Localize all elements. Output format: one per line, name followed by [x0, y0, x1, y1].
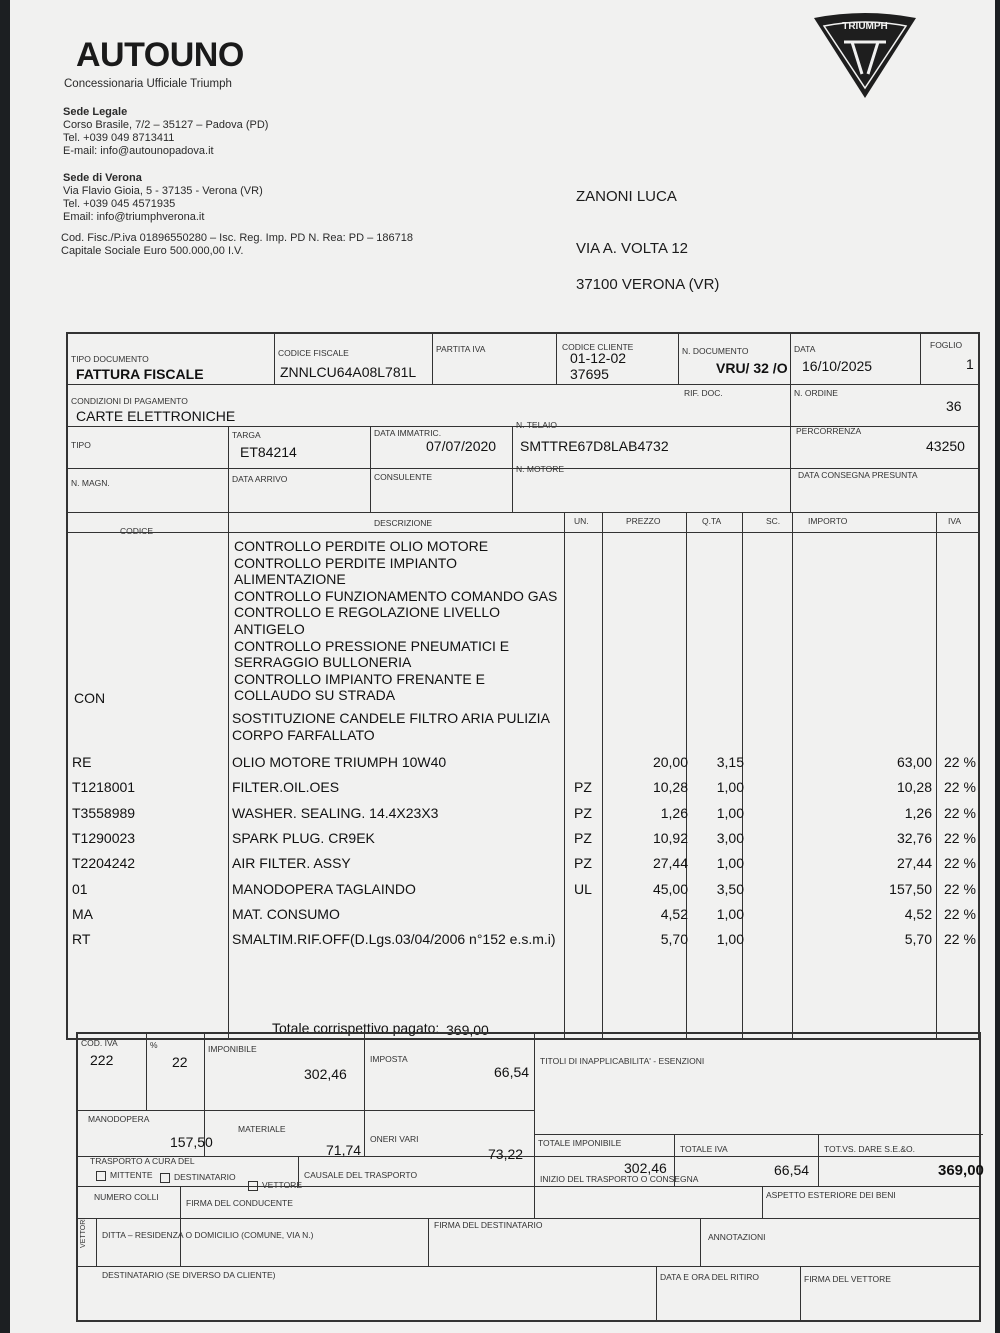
invoice-table — [66, 332, 980, 1040]
cell-iva: 22 % — [944, 931, 976, 948]
n-telaio-label: N. TELAIO — [516, 420, 557, 430]
consulente-label: CONSULENTE — [374, 472, 433, 482]
ditta-label: DITTA – RESIDENZA O DOMICILIO (COMUNE, VIA N.) — [102, 1230, 314, 1240]
tot-dare: 369,00 — [938, 1162, 984, 1179]
col-importo: IMPORTO — [808, 516, 848, 526]
destinatario-option: DESTINATARIO — [160, 1172, 236, 1183]
cell-qta: 1,00 — [716, 931, 744, 948]
table-row — [68, 881, 978, 901]
rif-doc-label: RIF. DOC. — [684, 388, 723, 398]
destinatario-checkbox[interactable] — [160, 1173, 170, 1183]
cell-codice: T1218001 — [72, 779, 136, 796]
col-un: UN. — [574, 516, 589, 526]
cell-prezzo: 45,00 — [652, 880, 688, 897]
cell-iva: 22 % — [944, 804, 976, 821]
table-row — [68, 931, 978, 951]
data: 16/10/2025 — [802, 358, 873, 374]
customer-city: 37100 VERONA (VR) — [576, 276, 720, 293]
cell-importo: 10,28 — [896, 779, 932, 796]
imposta: 66,54 — [494, 1064, 530, 1080]
manodopera-label: MANODOPERA — [88, 1114, 150, 1124]
con-description-line: CONTROLLO IMPIANTO FRENANTE E — [234, 670, 485, 687]
cell-descrizione: MANODOPERA TAGLAINDO — [232, 880, 416, 897]
codice-fiscale-label: CODICE FISCALE — [278, 348, 349, 358]
percorrenza-label: PERCORRENZA — [796, 426, 862, 436]
mittente-checkbox[interactable] — [96, 1171, 106, 1181]
company-subtitle: Concessionaria Ufficiale Triumph — [64, 78, 232, 90]
cell-iva: 22 % — [944, 855, 976, 872]
data-ritiro-label: DATA E ORA DEL RITIRO — [660, 1272, 760, 1282]
cell-codice: 01 — [72, 880, 88, 897]
cell-qta: 3,50 — [716, 880, 744, 897]
cell-iva: 22 % — [944, 779, 976, 796]
con-description-line: ALIMENTAZIONE — [234, 571, 346, 588]
vettore-checkbox[interactable] — [248, 1181, 258, 1191]
cell-qta: 1,00 — [716, 779, 744, 796]
col-sc: SC. — [766, 516, 781, 526]
vettori-label: VETTORI — [80, 1217, 87, 1248]
partita-iva-label: PARTITA IVA — [436, 344, 486, 354]
cell-iva: 22 % — [944, 880, 976, 897]
titoli-label: TITOLI DI INAPPLICABILITA' - ESENZIONI — [540, 1056, 705, 1066]
cell-importo: 5,70 — [904, 931, 932, 948]
cell-un: PZ — [574, 779, 592, 796]
svg-text:TRIUMPH: TRIUMPH — [842, 21, 888, 32]
n-motore-label: N. MOTORE — [516, 464, 565, 474]
con-description-line: CONTROLLO FUNZIONAMENTO COMANDO GAS — [234, 587, 558, 604]
legal-tel: Tel. +039 049 8713411 — [63, 132, 175, 144]
targa-label: TARGA — [232, 430, 261, 440]
cell-qta: 3,15 — [716, 754, 744, 770]
customer-name: ZANONI LUCA — [576, 188, 677, 205]
con-description-line: COLLAUDO SU STRADA — [234, 687, 396, 704]
aspetto-label: ASPETTO ESTERIORE DEI BENI — [766, 1190, 896, 1200]
mittente-option: MITTENTE — [96, 1170, 153, 1181]
table-row — [68, 906, 978, 926]
triumph-logo — [810, 12, 920, 100]
oneri-label: ONERI VARI — [370, 1134, 419, 1144]
tot-dare-label: TOT.VS. DARE S.E.&O. — [824, 1144, 916, 1154]
numero-colli-label: NUMERO COLLI — [94, 1192, 159, 1202]
con-description-line: CONTROLLO PERDITE IMPIANTO — [234, 554, 457, 571]
company-logo: AUTOUNO — [76, 36, 244, 74]
summary-block — [76, 1032, 984, 1322]
cell-prezzo: 10,92 — [652, 829, 688, 846]
cell-importo: 157,50 — [889, 880, 932, 897]
codice-fiscale: ZNNLCU64A08L781L — [280, 364, 417, 380]
con-description-line: CONTROLLO PRESSIONE PNEUMATICI E — [234, 637, 510, 654]
targa: ET84214 — [240, 444, 297, 460]
cell-un: UL — [574, 880, 592, 897]
verona-title: Sede di Verona — [63, 172, 142, 184]
condizioni-label: CONDIZIONI DI PAGAMENTO — [71, 396, 188, 406]
cell-descrizione: SPARK PLUG. CR9EK — [232, 829, 375, 846]
cell-importo: 27,44 — [896, 855, 932, 872]
cell-descrizione: WASHER. SEALING. 14.4X23X3 — [232, 804, 439, 821]
con-description-line: CONTROLLO E REGOLAZIONE LIVELLO — [234, 604, 501, 621]
cell-prezzo: 1,26 — [660, 804, 688, 821]
con-description-line: ANTIGELO — [234, 621, 305, 637]
foglio-label: FOGLIO — [930, 340, 963, 350]
table-row — [68, 855, 978, 875]
cell-un: PZ — [574, 855, 592, 872]
legal-address: Corso Brasile, 7/2 – 35127 – Padova (PD) — [63, 119, 269, 131]
codice-cliente-2: 37695 — [570, 366, 609, 382]
materiale-label: MATERIALE — [238, 1124, 286, 1134]
cell-qta: 1,00 — [716, 855, 744, 872]
cell-codice: RE — [72, 754, 92, 770]
perc: 22 — [172, 1054, 188, 1070]
foglio: 1 — [966, 356, 974, 372]
materiale: 71,74 — [326, 1142, 362, 1158]
cod-iva-label: COD. IVA — [81, 1038, 118, 1048]
cell-qta: 1,00 — [716, 804, 744, 821]
cell-iva: 22 % — [944, 754, 976, 770]
data-immatric: 07/07/2020 — [426, 438, 497, 454]
inizio-label: INIZIO DEL TRASPORTO O CONSEGNA — [540, 1174, 699, 1184]
cell-importo: 1,26 — [904, 804, 932, 821]
verona-tel: Tel. +039 045 4571935 — [63, 198, 176, 210]
n-telaio: SMTTRE67D8LAB4732 — [520, 438, 669, 454]
cell-un: PZ — [574, 829, 592, 846]
cell-prezzo: 27,44 — [652, 855, 688, 872]
cell-codice: T3558989 — [72, 804, 136, 821]
cell-iva: 22 % — [944, 829, 976, 846]
con-code: CON — [74, 690, 106, 706]
customer-street: VIA A. VOLTA 12 — [576, 240, 689, 257]
totale-imponibile-label: TOTALE IMPONIBILE — [538, 1138, 622, 1148]
cell-codice: T1290023 — [72, 829, 136, 846]
totale-corrispettivo: 369,00 — [446, 1022, 489, 1038]
data-immatric-label: DATA IMMATRIC. — [374, 428, 442, 438]
totale-iva: 66,54 — [774, 1162, 810, 1178]
extra-description-line: CORPO FARFALLATO — [232, 726, 375, 743]
cod-iva: 222 — [90, 1052, 114, 1068]
cell-importo: 63,00 — [896, 754, 932, 770]
tipo-documento-label: TIPO DOCUMENTO — [71, 354, 149, 364]
n-ordine: 36 — [946, 398, 962, 414]
cell-un: PZ — [574, 804, 592, 821]
cell-descrizione: SMALTIM.RIF.OFF(D.Lgs.03/04/2006 n°152 e.s.m.i) — [232, 931, 556, 948]
cell-prezzo: 20,00 — [652, 754, 688, 770]
cell-importo: 4,52 — [904, 905, 932, 922]
table-row — [68, 805, 978, 825]
causale-label: CAUSALE DEL TRASPORTO — [304, 1170, 418, 1180]
cell-importo: 32,76 — [896, 829, 932, 846]
firma-conducente-label: FIRMA DEL CONDUCENTE — [186, 1198, 293, 1208]
codice-cliente-1: 01-12-02 — [570, 350, 627, 366]
table-row — [68, 779, 978, 799]
table-row — [68, 830, 978, 850]
cell-qta: 3,00 — [716, 829, 744, 846]
annotazioni-label: ANNOTAZIONI — [708, 1232, 766, 1242]
cell-prezzo: 4,52 — [660, 905, 688, 922]
totale-imponibile: 302,46 — [624, 1160, 667, 1176]
tipo-label: TIPO — [71, 440, 91, 450]
manodopera: 157,50 — [170, 1134, 213, 1150]
n-documento: VRU/ 32 /O — [716, 360, 788, 376]
trasporto-label: TRASPORTO A CURA DEL — [90, 1156, 195, 1166]
totale-corrispettivo-label: Totale corrispettivo pagato: — [272, 1020, 440, 1036]
cell-descrizione: MAT. CONSUMO — [232, 905, 340, 922]
cell-codice: T2204242 — [72, 855, 136, 872]
n-ordine-label: N. ORDINE — [794, 388, 838, 398]
data-label: DATA — [794, 344, 816, 354]
n-documento-label: N. DOCUMENTO — [682, 346, 749, 356]
con-description-line: SERRAGGIO BULLONERIA — [234, 654, 412, 671]
data-consegna-label: DATA CONSEGNA PRESUNTA — [798, 470, 918, 480]
legal-email: E-mail: info@autounopadova.it — [63, 145, 214, 157]
codice-cliente-label: CODICE CLIENTE — [562, 342, 634, 352]
imposta-label: IMPOSTA — [370, 1054, 408, 1064]
cell-descrizione: AIR FILTER. ASSY — [232, 855, 351, 872]
col-prezzo: PREZZO — [626, 516, 661, 526]
oneri: 73,22 — [488, 1146, 524, 1162]
data-arrivo-label: DATA ARRIVO — [232, 474, 288, 484]
cell-prezzo: 5,70 — [660, 931, 688, 948]
legal-title: Sede Legale — [63, 106, 128, 118]
totale-iva-label: TOTALE IVA — [680, 1144, 728, 1154]
n-magn-label: N. MAGN. — [71, 478, 110, 488]
perc-label: % — [150, 1040, 158, 1050]
col-descrizione: DESCRIZIONE — [374, 518, 433, 528]
con-description-line: CONTROLLO PERDITE OLIO MOTORE — [234, 538, 489, 554]
extra-description-line: SOSTITUZIONE CANDELE FILTRO ARIA PULIZIA — [232, 710, 550, 726]
cell-codice: MA — [72, 905, 93, 922]
col-qta: Q.TA — [702, 516, 722, 526]
vettore-option: VETTORE — [248, 1180, 302, 1191]
cell-prezzo: 10,28 — [652, 779, 688, 796]
percorrenza: 43250 — [926, 438, 965, 454]
verona-email: Email: info@triumphverona.it — [63, 211, 205, 223]
col-codice: CODICE — [120, 526, 154, 536]
table-row — [68, 754, 978, 774]
destinatario-diverso-label: DESTINATARIO (SE DIVERSO DA CLIENTE) — [102, 1270, 276, 1280]
fiscal-line-2: Capitale Sociale Euro 500.000,00 I.V. — [61, 245, 244, 257]
cell-codice: RT — [72, 931, 91, 948]
col-iva: IVA — [948, 516, 962, 526]
imponibile: 302,46 — [304, 1066, 347, 1082]
invoice-sheet — [10, 0, 995, 1333]
firma-vettore-label: FIRMA DEL VETTORE — [804, 1274, 891, 1284]
cell-qta: 1,00 — [716, 905, 744, 922]
fiscal-line-1: Cod. Fisc./P.iva 01896550280 – Isc. Reg. Imp. PD N. Rea: PD – 186718 — [61, 232, 413, 244]
tipo-documento: FATTURA FISCALE — [76, 366, 204, 382]
condizioni: CARTE ELETTRONICHE — [76, 408, 236, 424]
verona-address: Via Flavio Gioia, 5 - 37135 - Verona (VR) — [63, 185, 263, 197]
cell-descrizione: OLIO MOTORE TRIUMPH 10W40 — [232, 754, 447, 770]
firma-destinatario-label: FIRMA DEL DESTINATARIO — [434, 1220, 543, 1230]
cell-descrizione: FILTER.OIL.OES — [232, 779, 340, 796]
imponibile-label: IMPONIBILE — [208, 1044, 257, 1054]
cell-iva: 22 % — [944, 905, 976, 922]
